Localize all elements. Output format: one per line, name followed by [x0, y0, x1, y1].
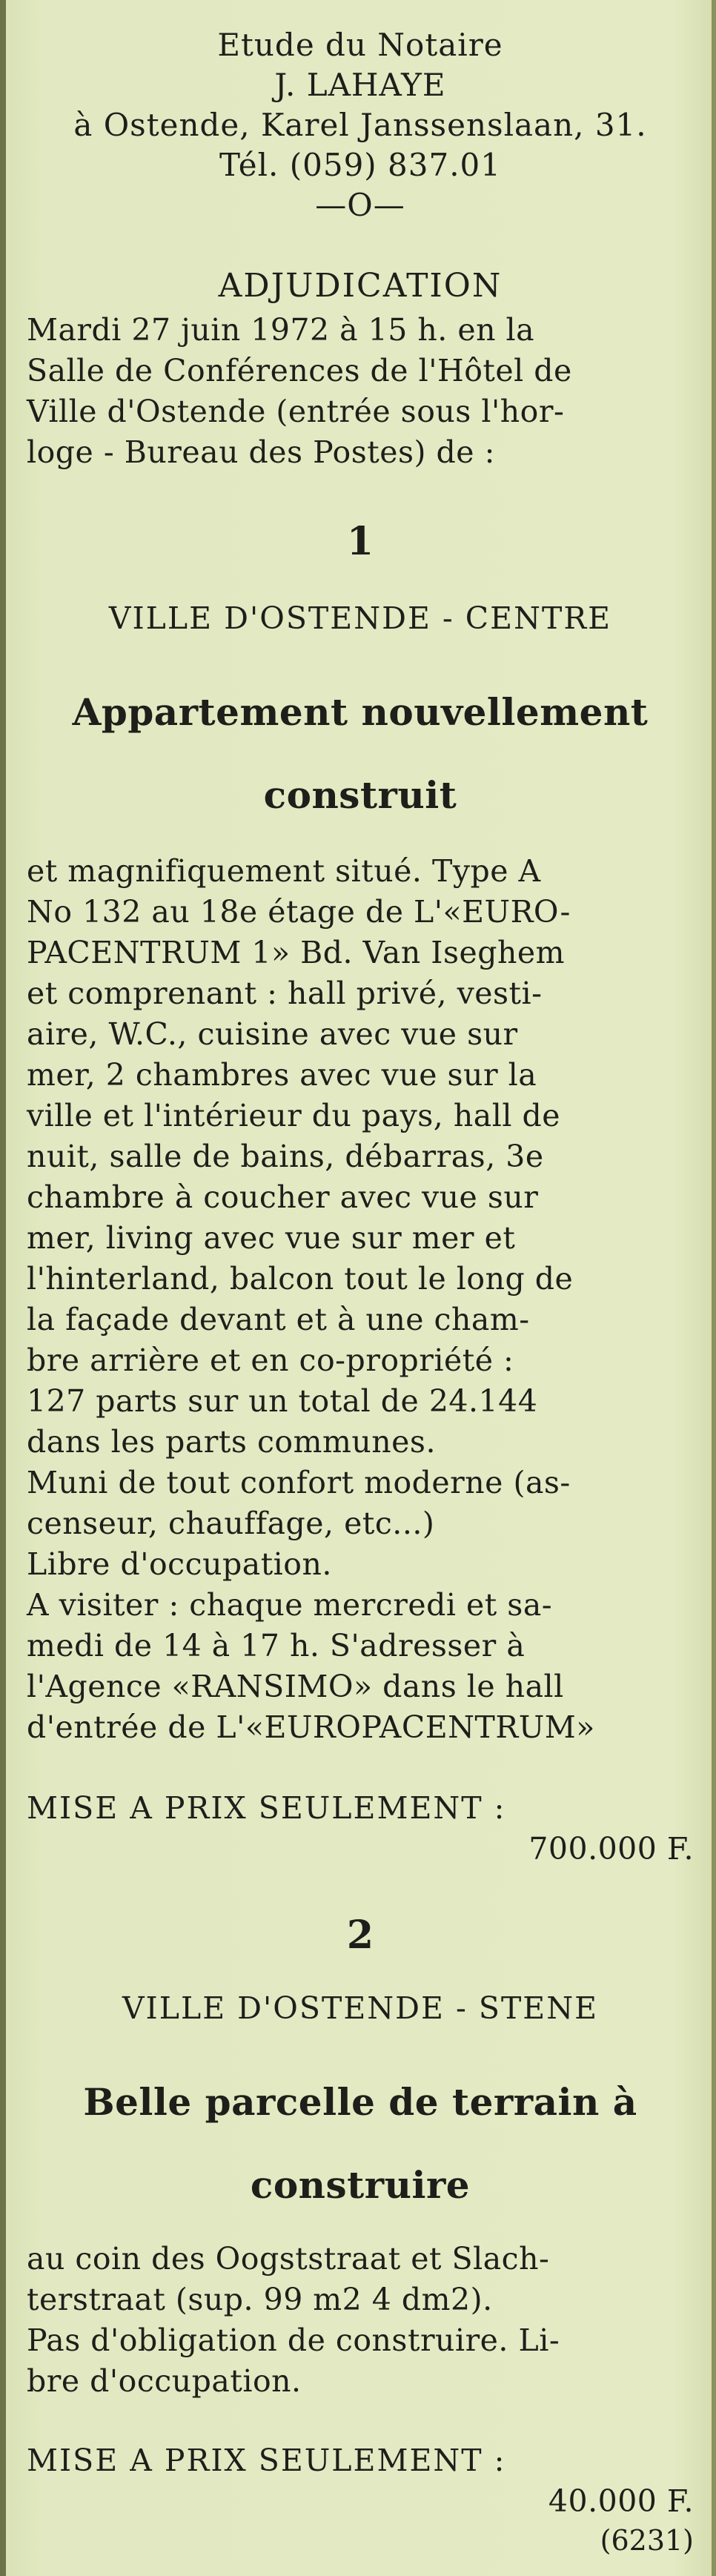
lot-1-line: bre arrière et en co-propriété : — [27, 1342, 514, 1378]
lot-2-headline-line: Belle parcelle de terrain à — [83, 2080, 637, 2124]
auction-title: ADJUDICATION — [218, 267, 503, 305]
lot-1-line: et magnifiquement situé. Type A — [27, 853, 541, 889]
lot-2-line: au coin des Oogststraat et Slach- — [27, 2241, 550, 2277]
lot-1-line: Libre d'occupation. — [27, 1546, 332, 1582]
lot-2-headline — [27, 2061, 694, 2227]
lot-1-line: dans les parts communes. — [27, 1424, 437, 1460]
lot-1-headline-line: construit — [263, 773, 457, 817]
intro-line: loge - Bureau des Postes) de : — [27, 434, 495, 470]
lot-1-line: et comprenant : hall privé, vesti- — [27, 976, 543, 1011]
notary-address: à Ostende, Karel Janssenslaan, 31. — [73, 107, 647, 143]
intro-line: Salle de Conférences de l'Hôtel de — [27, 353, 572, 388]
lot-2-description — [27, 2239, 694, 2402]
lot-1-line: ville et l'intérieur du pays, hall de — [27, 1098, 560, 1133]
lot-1-line: Muni de tout confort moderne (as- — [27, 1465, 571, 1500]
lot-1-line: censeur, chauffage, etc...) — [27, 1506, 435, 1541]
lot-1-line: A visiter : chaque mercredi et sa- — [27, 1587, 553, 1623]
lot-2-mise-label: MISE A PRIX SEULEMENT : — [27, 2443, 506, 2478]
lot-1-price: 700.000 F. — [528, 1831, 694, 1867]
lot-1-location: VILLE D'OSTENDE - CENTRE — [108, 600, 612, 636]
lot-1-line: chambre à coucher avec vue sur — [27, 1179, 539, 1215]
lot-1-line: l'hinterland, balcon tout le long de — [27, 1261, 574, 1297]
lot-1-line: No 132 au 18e étage de L'«EURO- — [27, 894, 571, 930]
ad-reference: (6231) — [600, 2524, 694, 2557]
lot-2-line: Pas d'obligation de construire. Li- — [27, 2322, 560, 2358]
lot-2-line: terstraat (sup. 99 m2 4 dm2). — [27, 2282, 493, 2317]
lot-2-headline-line: construire — [250, 2163, 471, 2207]
lot-1-line: PACENTRUM 1» Bd. Van Iseghem — [27, 935, 566, 970]
lot-1-headline-line: Appartement nouvellement — [72, 690, 649, 734]
lot-1-line: la façade devant et à une cham- — [27, 1302, 530, 1337]
lot-1-line: mer, 2 chambres avec vue sur la — [27, 1057, 537, 1093]
lot-1-line: aire, W.C., cuisine avec vue sur — [27, 1016, 518, 1052]
notary-phone: Tél. (059) 837.01 — [219, 147, 501, 183]
clipping-right-edge — [712, 0, 716, 2576]
lot-1-headline — [27, 671, 694, 837]
lot-1-line: mer, living avec vue sur mer et — [27, 1220, 516, 1256]
notary-name: J. LAHAYE — [274, 67, 446, 103]
lot-2-line: bre d'occupation. — [27, 2363, 302, 2399]
auction-intro-text — [27, 310, 694, 473]
intro-line: Mardi 27 juin 1972 à 15 h. en la — [27, 312, 535, 348]
lot-1-line: medi de 14 à 17 h. S'adresser à — [27, 1628, 526, 1663]
intro-line: Ville d'Ostende (entrée sous l'hor- — [27, 394, 565, 429]
auction-intro — [27, 267, 694, 305]
lot-1-line: l'Agence «RANSIMO» dans le hall — [27, 1669, 564, 1704]
notary-office-line: Etude du Notaire — [217, 27, 503, 63]
lot-1-line: d'entrée de L'«EUROPACENTRUM» — [27, 1709, 595, 1745]
lot-2-number: 2 — [346, 1913, 374, 1958]
lot-2-price: 40.000 F. — [548, 2483, 694, 2519]
lot-1-line: 127 parts sur un total de 24.144 — [27, 1383, 538, 1419]
header-separator: —O— — [315, 187, 405, 223]
lot-1-description — [27, 851, 694, 1748]
lot-2-location: VILLE D'OSTENDE - STENE — [122, 1990, 599, 2026]
notary-header — [27, 25, 694, 225]
lot-1-mise-label: MISE A PRIX SEULEMENT : — [27, 1790, 506, 1826]
lot-1-line: nuit, salle de bains, débarras, 3e — [27, 1139, 544, 1174]
clipping-left-edge — [0, 0, 6, 2576]
lot-1-number: 1 — [346, 519, 374, 564]
